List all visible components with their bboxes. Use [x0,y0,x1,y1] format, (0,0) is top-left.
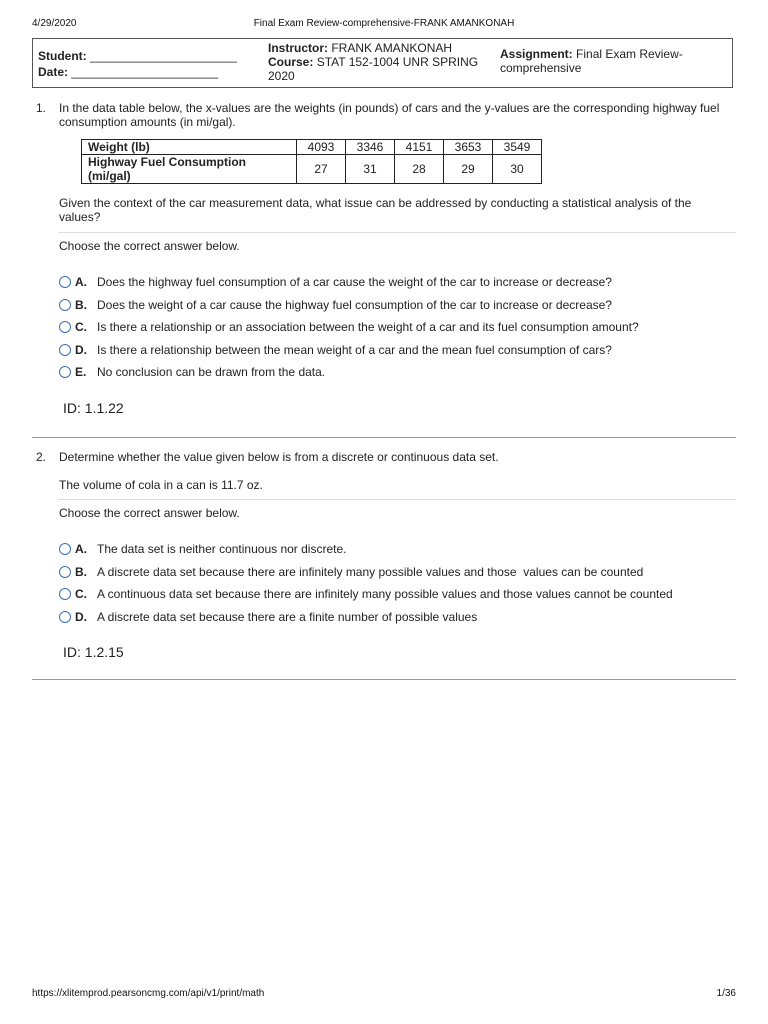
option-text: A discrete data set because there are a finite number of possible values [97,609,478,624]
answer-option-b[interactable] [59,298,735,321]
radio-button-icon[interactable] [59,611,71,623]
answer-options [59,542,735,632]
option-letter: A. [75,542,87,556]
radio-button-icon[interactable] [59,566,71,578]
table-cell: 30 [493,155,542,184]
answer-option-c[interactable] [59,587,735,610]
student-blank: ______________________ [90,49,237,63]
table-cell: 3346 [346,140,395,155]
student-label: Student: [38,49,87,63]
assignment-block [500,47,705,75]
table-cell: 4151 [395,140,444,155]
table-cell: 31 [346,155,395,184]
student-date-block [38,48,237,80]
radio-button-icon[interactable] [59,366,71,378]
option-letter: B. [75,564,87,579]
page-number: 1/36 [716,988,736,999]
course-label: Course: [268,55,314,69]
print-title: Final Exam Review-comprehensive-FRANK AMANKONAH [253,18,515,29]
date-label: Date: [38,65,69,79]
question-id: ID: 1.2.15 [63,644,124,660]
print-url: https://xlitemprod.pearsoncmg.com/api/v1/print/math [32,988,265,999]
answer-option-b[interactable] [59,565,735,588]
option-text: No conclusion can be drawn from the data. [97,365,326,379]
option-letter: A. [75,275,87,289]
option-letter: D. [75,609,87,624]
assignment-info-box [32,38,733,88]
radio-button-icon[interactable] [59,299,71,311]
question-2 [32,450,735,660]
option-letter: B. [75,297,87,312]
row-header: Weight (lb) [82,140,297,155]
question-number: 2. [36,450,47,464]
divider [58,499,736,500]
radio-button-icon[interactable] [59,276,71,288]
question-context: Given the context of the car measurement data, what issue can be addressed by conducting a statistical analysis of the values? [59,196,692,224]
option-letter: C. [75,587,87,601]
answer-option-c[interactable] [59,320,735,343]
option-text: A discrete data set because there are infinitely many possible values and those values can be counted [97,564,644,579]
option-letter: C. [75,320,87,334]
question-separator [32,679,736,680]
divider [58,232,736,233]
instructor-label: Instructor: [268,41,328,55]
question-id: ID: 1.1.22 [63,399,124,416]
question-context: The volume of cola in a can is 11.7 oz. [59,478,263,492]
table-cell: 3549 [493,140,542,155]
instructor-value: FRANK AMANKONAH [331,41,453,55]
course-value: STAT 152-1004 UNR SPRING 2020 [268,55,479,83]
table-cell: 29 [444,155,493,184]
table-cell: 27 [297,155,346,184]
answer-option-d[interactable] [59,343,735,366]
radio-button-icon[interactable] [59,344,71,356]
option-text: Does the weight of a car cause the highway fuel consumption of the car to increase or decrease? [97,297,612,312]
instructor-course-block [268,41,490,83]
question-1 [32,101,735,416]
data-table [81,139,542,184]
question-separator [32,437,736,438]
table-row [82,155,542,184]
print-date: 4/29/2020 [32,18,77,29]
print-header [32,18,736,32]
radio-button-icon[interactable] [59,543,71,555]
assignment-label: Assignment: [500,47,573,61]
print-footer [32,988,736,1002]
option-text: The data set is neither continuous nor discrete. [97,542,347,556]
answer-option-e[interactable] [59,365,735,388]
option-text: A continuous data set because there are infinitely many possible values and those values cannot be counted [97,587,673,601]
question-number: 1. [36,101,47,115]
option-text: Is there a relationship or an association between the weight of a car and its fuel consumption amount? [97,320,639,334]
answer-option-a[interactable] [59,542,735,565]
table-cell: 28 [395,155,444,184]
table-cell: 3653 [444,140,493,155]
choose-prompt: Choose the correct answer below. [59,506,240,520]
answer-options [59,275,735,388]
date-blank: ______________________ [71,65,219,79]
choose-prompt: Choose the correct answer below. [59,239,240,253]
option-letter: E. [75,365,87,379]
answer-option-d[interactable] [59,610,735,633]
table-row [82,140,542,155]
question-text: Determine whether the value given below is from a discrete or continuous data set. [59,450,499,464]
assignment-value: Final Exam Review-comprehensive [500,47,683,75]
question-text: In the data table below, the x-values are the weights (in pounds) of cars and the y-values are the corresponding highway fuel consumption amounts (in mi/gal). [59,101,720,129]
option-letter: D. [75,342,87,357]
radio-button-icon[interactable] [59,588,71,600]
answer-option-a[interactable] [59,275,735,298]
radio-button-icon[interactable] [59,321,71,333]
row-header: Highway Fuel Consumption (mi/gal) [82,155,297,184]
table-cell: 4093 [297,140,346,155]
option-text: Is there a relationship between the mean weight of a car and the mean fuel consumption of cars? [97,342,612,357]
option-text: Does the highway fuel consumption of a car cause the weight of the car to increase or decrease? [97,275,612,289]
